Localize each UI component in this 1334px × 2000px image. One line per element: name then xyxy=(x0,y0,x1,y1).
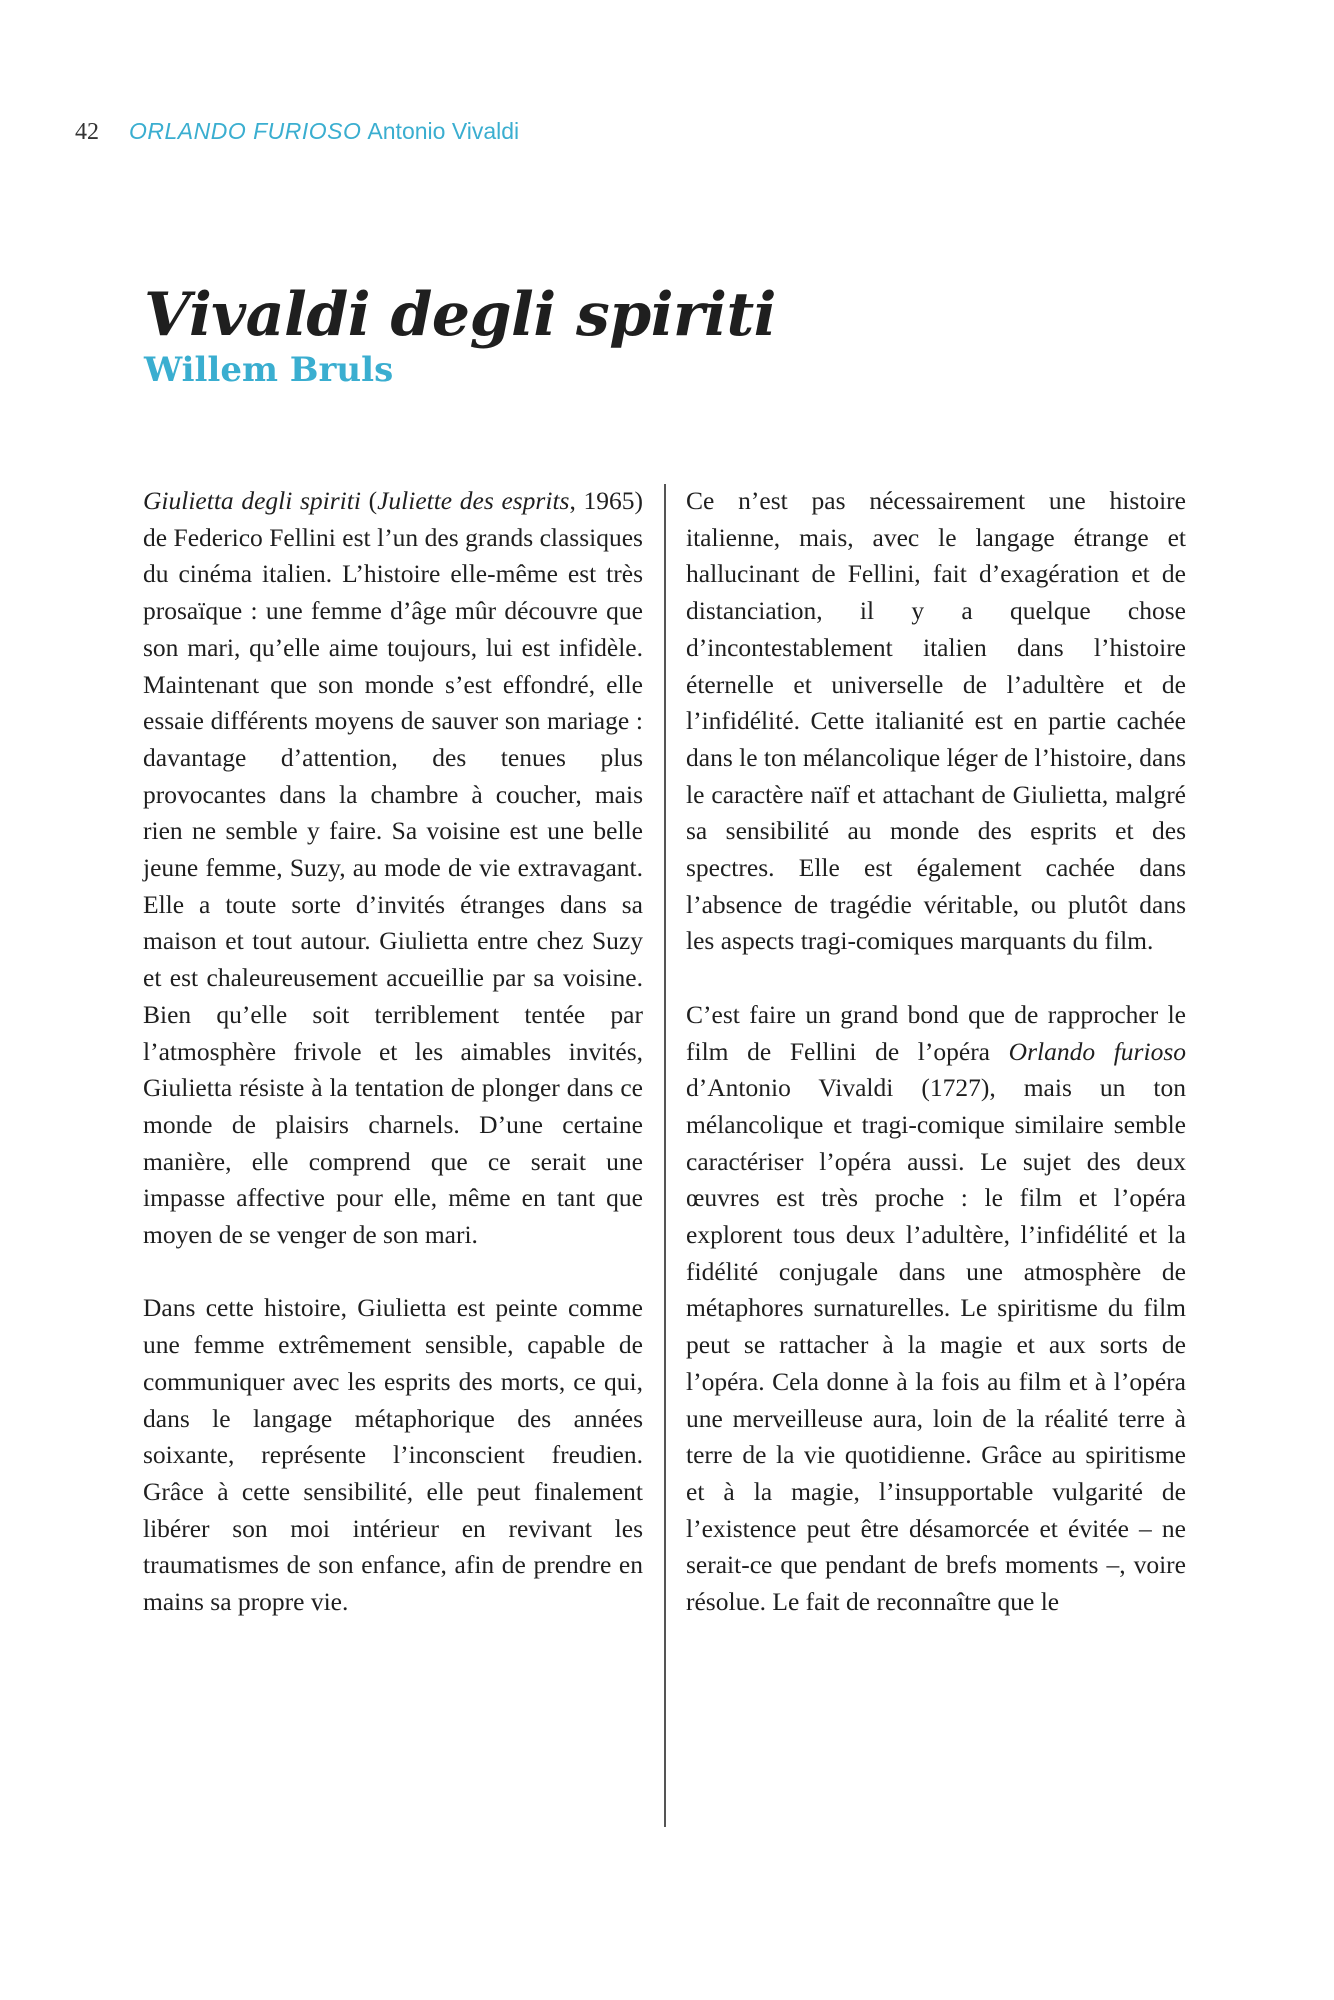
column-divider xyxy=(664,484,666,1827)
page-number: 42 xyxy=(75,119,99,145)
article-author: Willem Bruls xyxy=(144,350,394,390)
text-run: , 1965) de Federico Fellini est l’un des grands classiques du cinéma italien. L’histoire elle-même est très prosaïque : une femme d’âge mûr découvre que son mari, qu’elle aime toujours, lui est infidèle. Maintenant que son monde s’est effondré, elle essaie différents moyens de sauver son mariage : davantage d’attention, des tenues plus provocantes dans la chambre à coucher, mais rien ne semble y faire. Sa voisine est une belle jeune femme, Suzy, au mode de vie extravagant. Elle a toute sorte d’invités étranges dans sa maison et tout autour. Giulietta entre chez Suzy et est chaleureusement accueillie par sa voisine. Bien qu’elle soit terriblement tentée par l’atmosphère frivole et les aimables invités, Giulietta résiste à la tentation de plonger dans ce monde de plaisirs charnels. D’une certaine manière, elle comprend que ce serait une impasse affective pour elle, même en tant que moyen de se venger de son mari. xyxy=(143,486,643,1250)
paragraph xyxy=(686,997,1186,1621)
french-film-title: Juliette des esprits xyxy=(377,486,570,515)
film-title: Giulietta degli spiriti xyxy=(143,486,361,515)
body-column-right xyxy=(686,483,1186,1621)
article-title: Vivaldi degli spiriti xyxy=(144,280,776,350)
paragraph: Dans cette histoire, Giulietta est peinte comme une femme extrêmement sensible, capable de communiquer avec les esprits des morts, ce qui, dans le langage métaphorique des années soixante, représente l’inconscient freudien. Grâce à cette sensibilité, elle peut finalement libérer son moi intérieur en revivant les traumatismes de son enfance, afin de prendre en mains sa propre vie. xyxy=(143,1293,643,1617)
running-head-work-title: ORLANDO FURIOSO xyxy=(129,118,362,144)
text-run: C’est faire un grand bond que de rapprocher le film de Fellini de l’opéra xyxy=(686,999,1186,1066)
text-run: d’Antonio Vivaldi (1727), mais un ton mélancolique et tragi-comique similaire semble caractériser l’opéra aussi. Le sujet des deux œuvres est très proche : le film et l’opéra explorent tous deux l’adultère, l’infidélité et la fidélité conjugale dans une atmosphère de métaphores surnaturelles. Le spiritisme du film peut se rattacher à la magie et aux sorts de l’opéra. Cela donne à la fois au film et à l’opéra une merveilleuse aura, loin de la réalité terre à terre de la vie quotidienne. Grâce au spiritisme et à la magie, l’insupportable vulgarité de l’existence peut être désamorcée et évitée – ne serait-ce que pendant de brefs moments –, voire résolue. Le fait de reconnaître que le xyxy=(686,1073,1186,1617)
paragraph: Ce n’est pas nécessairement une histoire italienne, mais, avec le langage étrange et hallucinant de Fellini, fait d’exagération et de distanciation, il y a quelque chose d’incontestablement italien dans l’histoire éternelle et universelle de l’adultère et de l’infidélité. Cette italianité est en partie cachée dans le ton mélancolique léger de l’histoire, dans le caractère naïf et attachant de Giulietta, malgré sa sensibilité au monde des esprits et des spectres. Elle est également cachée dans l’absence de tragédie véritable, ou plutôt dans les aspects tragi-comiques marquants du film. xyxy=(686,486,1186,956)
running-head xyxy=(75,118,519,146)
paragraph xyxy=(143,483,643,1254)
opera-title: Orlando furioso xyxy=(1008,1036,1186,1066)
body-column-left xyxy=(143,483,643,1621)
text-run: ( xyxy=(360,486,378,515)
running-head-composer: Antonio Vivaldi xyxy=(367,118,520,144)
